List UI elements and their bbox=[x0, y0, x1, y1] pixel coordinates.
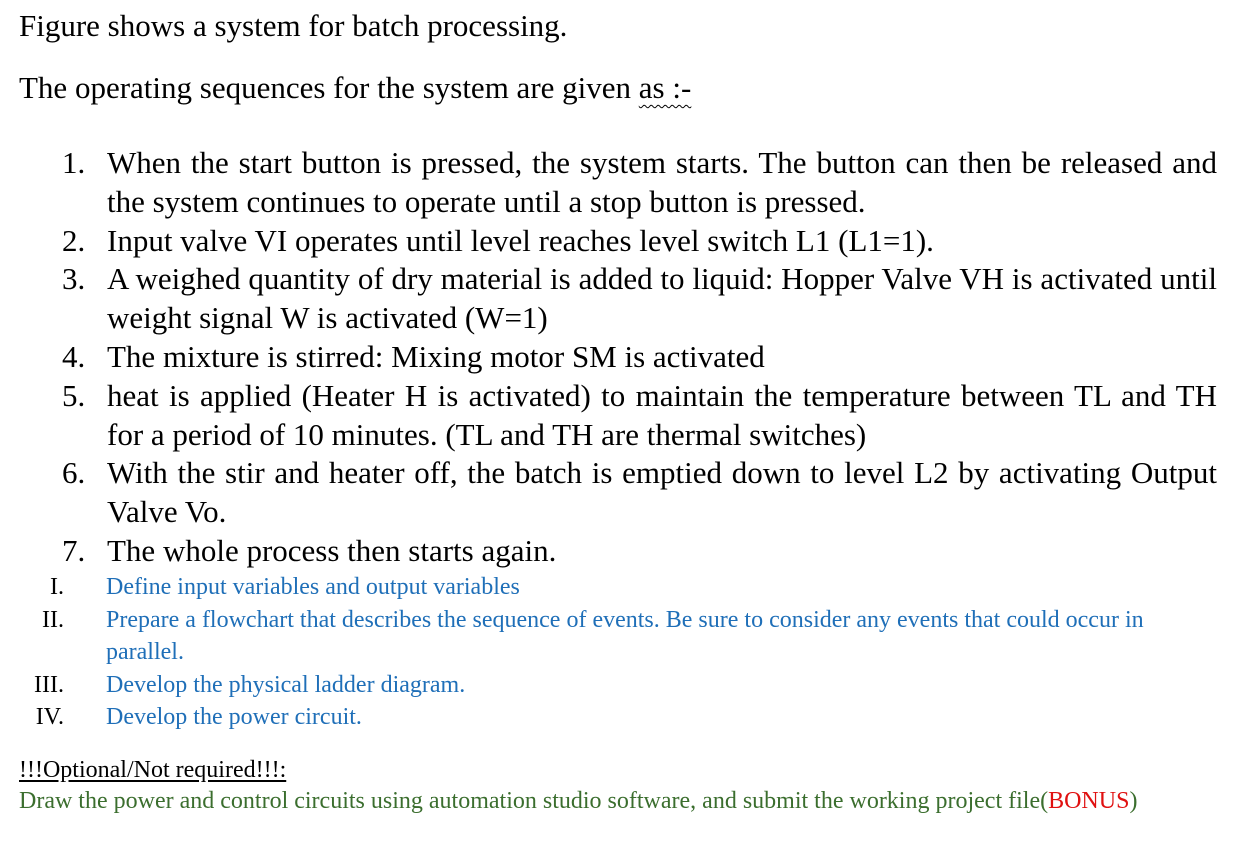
question-item bbox=[0, 669, 1247, 702]
step-text: heat is applied (Heater H is activated) to maintain the temperature between TL and TH for a period of 10 minutes. (TL and TH are thermal switches) bbox=[107, 377, 1217, 452]
question-item bbox=[0, 604, 1247, 669]
optional-closing: ) bbox=[1129, 788, 1138, 814]
step-item bbox=[0, 260, 1247, 338]
optional-body bbox=[19, 786, 1139, 817]
question-text: Define input variables and output variables bbox=[106, 574, 520, 600]
question-text: Prepare a flowchart that describes the sequence of events. Be sure to consider any events that could occur in parallel. bbox=[106, 606, 1144, 665]
question-item bbox=[0, 571, 1247, 604]
question-number: III. bbox=[34, 671, 64, 698]
step-text: The mixture is stirred: Mixing motor SM is activated bbox=[107, 338, 765, 374]
step-number: 1. bbox=[62, 145, 86, 180]
optional-section bbox=[19, 755, 1139, 817]
question-number: II. bbox=[42, 606, 64, 633]
step-number: 7. bbox=[62, 532, 86, 568]
step-number: 2. bbox=[62, 222, 86, 258]
step-item bbox=[0, 377, 1247, 455]
step-number: 6. bbox=[62, 455, 86, 491]
step-text: When the start button is pressed, the system starts. The button can then be released and the system continues to operate until a stop button is pressed. bbox=[107, 145, 1217, 219]
question-text: Develop the power circuit. bbox=[106, 704, 362, 730]
step-item bbox=[0, 222, 1247, 261]
question-number: IV. bbox=[35, 704, 64, 730]
bonus-label: BONUS bbox=[1048, 788, 1130, 814]
step-item bbox=[0, 338, 1247, 377]
intro-line-2-underlined: as :- bbox=[638, 70, 692, 105]
optional-title: !!!Optional/Not required!!!: bbox=[19, 757, 287, 783]
optional-body-text: Draw the power and control circuits using automation studio software, and submit the working project file( bbox=[19, 788, 1049, 814]
step-number: 5. bbox=[62, 377, 86, 413]
operating-steps-list bbox=[0, 144, 1247, 571]
intro-line-2-prefix: The operating sequences for the system are given bbox=[19, 70, 639, 105]
questions-list bbox=[0, 571, 1247, 734]
intro-line-1: Figure shows a system for batch processing. bbox=[19, 8, 568, 43]
step-text: With the stir and heater off, the batch is emptied down to level L2 by activating Output Valve Vo. bbox=[107, 455, 1217, 530]
step-text: Input valve VI operates until level reaches level switch L1 (L1=1). bbox=[107, 222, 934, 258]
step-number: 4. bbox=[62, 338, 86, 374]
step-item bbox=[0, 532, 1247, 571]
step-item bbox=[0, 454, 1247, 532]
step-text: The whole process then starts again. bbox=[107, 532, 557, 568]
question-item bbox=[0, 701, 1247, 734]
question-text: Develop the physical ladder diagram. bbox=[106, 671, 466, 698]
question-number: I. bbox=[50, 574, 64, 600]
intro-line-2 bbox=[19, 70, 691, 106]
step-number: 3. bbox=[62, 261, 86, 297]
step-text: A weighed quantity of dry material is added to liquid: Hopper Valve VH is activated until weight signal W is activated (W=1) bbox=[107, 261, 1217, 336]
step-item bbox=[0, 144, 1247, 222]
